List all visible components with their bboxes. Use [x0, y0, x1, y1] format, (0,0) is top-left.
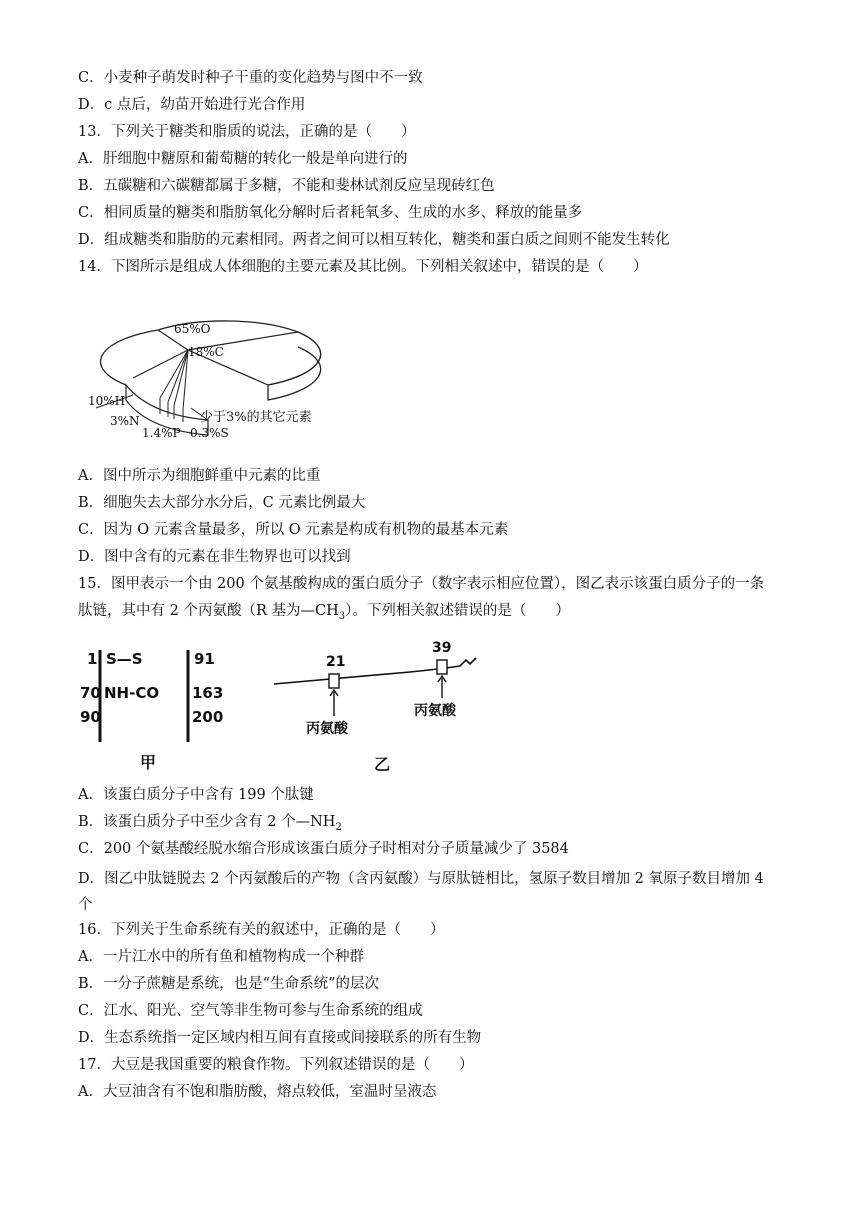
pie-label-other: 少于3%的其它元素 [200, 410, 312, 425]
q15-option-c: C．200 个氨基酸经脱水缩合形成该蛋白质分子时相对分子质量减少了 3584 [78, 841, 569, 857]
yi-alanine-label-2: 丙氨酸 [414, 703, 456, 719]
pie-label-h: 10%H [88, 394, 126, 408]
q15-option-d: D．图乙中肽链脱去 2 个丙氨酸后的产物（含丙氨酸）与原肽链相比，氢原子数目增加 2 氧原子数目增加 4个 [78, 871, 764, 913]
pie-label-p: 1.4%P [142, 426, 181, 440]
q13-option-c: C．相同质量的糖类和脂肪氧化分解时后者耗氧多、生成的水多、释放的能量多 [78, 205, 583, 221]
q15-option-a: A．该蛋白质分子中含有 199 个肽键 [78, 787, 314, 803]
pie-label-n: 3%N [110, 414, 140, 428]
q13-option-b: B．五碳糖和六碳糖都属于多糖，不能和斐林试剂反应呈现砖红色 [78, 178, 495, 194]
q14-option-d: D．图中含有的元素在非生物界也可以找到 [78, 549, 351, 565]
q15-nh2-sub: 2 [335, 821, 342, 833]
q16-option-a: A．一片江水中的所有鱼和植物构成一个种群 [78, 949, 364, 965]
yi-alanine-39-box [437, 660, 447, 674]
q16-option-d: D．生态系统指一定区域内相互间有直接或间接联系的所有生物 [78, 1030, 482, 1046]
yi-alanine-label-1: 丙氨酸 [306, 721, 348, 737]
yi-label: 乙 [374, 755, 391, 774]
jia-disulfide: S—S [106, 650, 143, 668]
q13-option-a: A．肝细胞中糖原和葡萄糖的转化一般是单向进行的 [78, 151, 408, 167]
jia-pos-70: 70 [80, 684, 101, 702]
q16-option-b: B．一分子蔗糖是系统，也是“生命系统”的层次 [78, 976, 379, 992]
pie-slice-p [168, 350, 188, 402]
q13-stem: 13．下列关于糖类和脂质的说法，正确的是（ ） [78, 124, 416, 140]
q16-option-c: C．江水、阳光、空气等非生物可参与生命系统的组成 [78, 1003, 423, 1019]
jia-pos-1: 1 [87, 650, 98, 668]
q15-option-b [78, 812, 342, 838]
jia-label: 甲 [140, 753, 157, 772]
q15-stem-end: ）。下列相关叙述错误的是（ ） [345, 603, 570, 619]
q17-option-a: A．大豆油含有不饱和脂肪酸，熔点较低，室温时呈液态 [78, 1084, 437, 1100]
jia-pos-163: 163 [192, 684, 224, 702]
q15-ch3-sub: 3 [338, 610, 346, 622]
q14-option-b: B．细胞失去大部分水分后，C 元素比例最大 [78, 495, 366, 511]
q14-option-c: C．因为 O 元素含量最多，所以 O 元素是构成有机物的最基本元素 [78, 522, 509, 538]
q14-option-a: A．图中所示为细胞鲜重中元素的比重 [78, 468, 321, 484]
q15-stem-text: 肽链，其中有 2 个丙氨酸（R 基为—CH [78, 603, 339, 619]
q15-stem-line2 [78, 601, 570, 627]
q12-option-d: D．c 点后，幼苗开始进行光合作用 [78, 97, 306, 113]
q14-stem: 14．下图所示是组成人体细胞的主要元素及其比例。下列相关叙述中，错误的是（ ） [78, 259, 648, 275]
jia-pos-200: 200 [192, 708, 224, 726]
pie-label-c: 18%C [188, 345, 224, 359]
yi-pos-21: 21 [326, 654, 346, 670]
yi-pos-39: 39 [432, 640, 452, 656]
figure-yi [270, 640, 490, 775]
figure-jia [80, 646, 234, 774]
pie-label-s: 0.3%S [190, 426, 229, 440]
q16-stem: 16．下列关于生命系统有关的叙述中，正确的是（ ） [78, 922, 445, 938]
q15-stem-line1: 15．图甲表示一个由 200 个氨基酸构成的蛋白质分子（数字表示相应位置），图乙表示该蛋白质分子的一条 [78, 576, 765, 592]
pie-label-o: 65%O [174, 322, 211, 336]
q13-option-d: D．组成糖类和脂肪的元素相同。两者之间可以相互转化，糖类和蛋白质之间则不能发生转化 [78, 232, 670, 248]
q12-option-c: C．小麦种子萌发时种子干重的变化趋势与图中不一致 [78, 70, 423, 86]
element-pie-figure [88, 290, 328, 450]
q15-option-b-text: B．该蛋白质分子中至少含有 2 个—NH [78, 814, 336, 830]
jia-peptide-bond: NH-CO [104, 684, 160, 702]
q17-stem: 17．大豆是我国重要的粮食作物。下列叙述错误的是（ ） [78, 1057, 474, 1073]
yi-alanine-21-box [329, 674, 339, 688]
jia-pos-91: 91 [194, 650, 215, 668]
jia-pos-90: 90 [80, 708, 101, 726]
